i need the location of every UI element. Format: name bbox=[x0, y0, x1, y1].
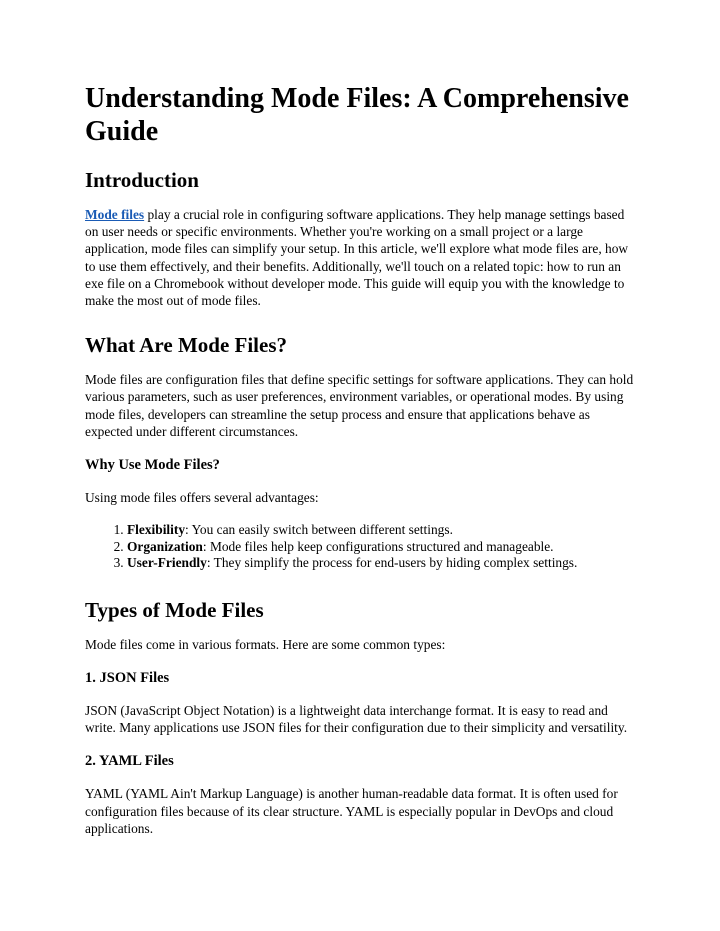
list-item-desc: : They simplify the process for end-users by hiding complex settings. bbox=[206, 555, 578, 571]
list-item-desc: : You can easily switch between different settings. bbox=[185, 522, 453, 538]
list-item bbox=[127, 539, 636, 556]
what-paragraph: Mode files are configuration files that define specific settings for software applications. They can hold various parameters, such as user preferences, environment variables, or operational modes. By using mode files, developers can streamline the setup process and ensure that applications behave as expected under different circumstances. bbox=[85, 372, 634, 439]
what-heading: What Are Mode Files? bbox=[85, 333, 288, 358]
list-item bbox=[127, 555, 636, 572]
types-paragraph: Mode files come in various formats. Here are some common types: bbox=[85, 636, 446, 652]
list-item bbox=[127, 522, 636, 539]
yaml-heading: 2. YAML Files bbox=[85, 753, 174, 770]
types-heading: Types of Mode Files bbox=[85, 597, 264, 622]
intro-paragraph bbox=[85, 206, 636, 309]
why-heading: Why Use Mode Files? bbox=[85, 457, 220, 474]
json-heading: 1. JSON Files bbox=[85, 669, 170, 686]
list-item-term: Flexibility bbox=[127, 522, 186, 538]
why-paragraph: Using mode files offers several advantages: bbox=[85, 490, 319, 506]
list-item-desc: : Mode files help keep configurations structured and manageable. bbox=[202, 538, 554, 554]
yaml-paragraph: YAML (YAML Ain't Markup Language) is another human-readable data format. It is often used for configuration files because of its clear structure. YAML is especially popular in DevOps and cloud applications. bbox=[85, 786, 618, 836]
page-title: Understanding Mode Files: A Comprehensive Guide bbox=[85, 83, 629, 147]
intro-heading: Introduction bbox=[85, 168, 199, 192]
json-paragraph: JSON (JavaScript Object Notation) is a lightweight data interchange format. It is easy to read and write. Many applications use JSON files for their configuration due to their simplicity and versatility. bbox=[85, 702, 628, 736]
intro-text: play a crucial role in configuring software applications. They help manage settings based on user needs or specific environments. Whether you're working on a small project or a large application, mode files can simplify your setup. In this article, we'll explore what mode files are, how to use them effectively, and their benefits. Additionally, we'll touch on a related topic: how to run an exe file on a Chromebook without developer mode. This guide will equip you with the knowledge to make the most out of mode files. bbox=[85, 207, 629, 309]
mode-files-link[interactable]: Mode files bbox=[85, 207, 145, 222]
advantages-list bbox=[85, 522, 636, 572]
list-item-term: Organization bbox=[127, 538, 203, 554]
list-item-term: User-Friendly bbox=[127, 555, 207, 571]
